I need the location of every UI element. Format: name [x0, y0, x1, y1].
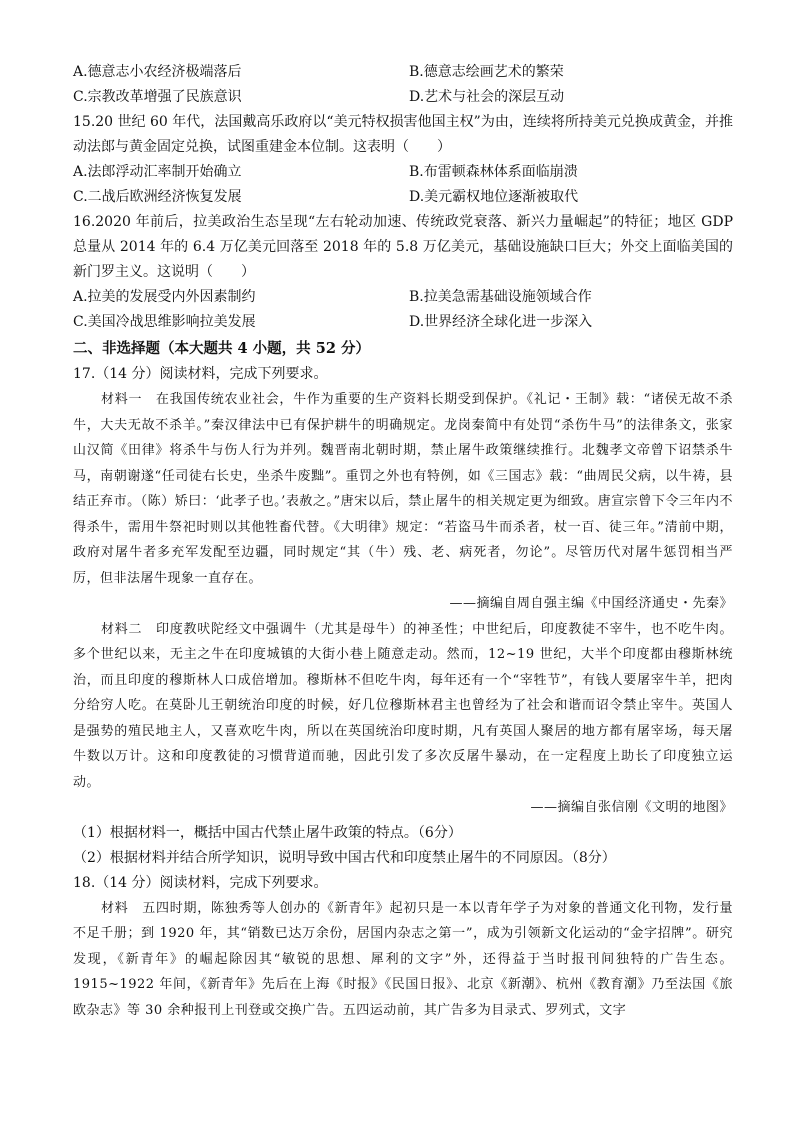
q15-option-c[interactable]: C.二战后欧洲经济恢复发展	[73, 189, 242, 205]
exam-page	[73, 60, 733, 1023]
q15-stem: 15.20 世纪 60 年代，法国戴高乐政府以“美元特权损害他国主权”为由，连续将所持美元兑换成黄金，并推动法郎与黄金固定兑换，试图重建金本位制。这表明（ ）	[73, 114, 733, 155]
q15-options-row-1	[73, 160, 733, 185]
q16-stem: 16.2020 年前后，拉美政治生态呈现“左右轮动加速、传统政党衰落、新兴力量崛起”的特征；地区 GDP 总量从 2014 年的 6.4 万亿美元回落至 2018 年的 5.8 万亿美元，基础设施缺口巨大；外交上面临美国的新门罗主义。这说明（ ）	[73, 214, 733, 280]
q16-option-a[interactable]: A.拉美的发展受内外因素制约	[73, 289, 256, 305]
q16-options-row-2	[73, 310, 733, 335]
q17-material-1: 材料一 在我国传统农业社会，牛作为重要的生产资料长期受到保护。《礼记・王制》载：“诸侯无故不杀牛，大夫无故不杀羊。”秦汉律法中已有保护耕牛的明确规定。龙岗秦简中有处罚“杀伤牛马”的法律条文，张家山汉简《田律》将杀牛与伤人行为并列。魏晋南北朝时期，禁止屠牛政策继续推行。北魏孝文帝曾下诏禁杀牛马，南朝谢遂“任司徒右长史，坐杀牛废黜”。重罚之外也有特例，如《三国志》载：“曲周民父病，以牛祷，县结正弃市。（陈）矫曰：‘此孝子也。’表赦之。”唐宋以后，禁止屠牛的相关规定更为细致。唐宣宗曾下令三年内不得杀牛，需用牛祭祀时则以其他牲畜代替。《大明律》规定：“若盗马牛而杀者，杖一百、徒三年。”清前中期，政府对屠牛者多充军发配至边疆，同时规定“其（牛）残、老、病死者，勿论”。尽管历代对屠牛惩罚相当严厉，但非法屠牛现象一直存在。	[73, 392, 733, 586]
q15-option-b[interactable]: B.布雷顿森林体系面临崩溃	[409, 164, 578, 180]
q17-subquestion-2: （2）根据材料并结合所学知识，说明导致中国古代和印度禁止屠牛的不同原因。（8分）	[73, 849, 616, 866]
q15-options-row-2	[73, 185, 733, 210]
q18-material: 材料 五四时期，陈独秀等人创办的《新青年》起初只是一本以青年学子为对象的普通文化刊物，发行量不足千册；到 1920 年，其“销数已达万余份，居国内杂志之第一”，成为引领新文化运动的“金字招牌”。研究发现，《新青年》的崛起除因其“敏锐的思想、犀利的文字”外，还得益于当时报刊间独特的广告生态。1915~1922 年间，《新青年》先后在上海《时报》《民国日报》、北京《新潮》、杭州《教育潮》乃至法国《旅欧杂志》等 30 余种报刊上刊登或交换广告。五四运动前，其广告多为目录式、罗列式，文字	[73, 900, 733, 1018]
q15-option-a[interactable]: A.法郎浮动汇率制开始确立	[73, 164, 242, 180]
q17-intro: 17.（14 分）阅读材料，完成下列要求。	[73, 366, 328, 382]
q14-option-b[interactable]: B.德意志绘画艺术的繁荣	[409, 64, 564, 80]
q17-source-2: ——摘编自张信刚《文明的地图》	[530, 800, 733, 815]
q14-option-c[interactable]: C.宗教改革增强了民族意识	[73, 89, 242, 105]
q14-options-row-1	[73, 60, 733, 85]
q14-option-a[interactable]: A.德意志小农经济极端落后	[73, 64, 242, 80]
section-heading: 二、非选择题（本大题共 4 小题，共 52 分）	[73, 340, 370, 357]
q16-option-c[interactable]: C.美国冷战思维影响拉美发展	[73, 314, 256, 330]
q17-subquestion-1: （1）根据材料一，概括中国古代禁止屠牛政策的特点。（6分）	[73, 824, 462, 841]
q18-intro: 18.（14 分）阅读材料，完成下列要求。	[73, 874, 328, 891]
q17-source-1: ——摘编自周自强主编《中国经济通史・先秦》	[449, 596, 733, 611]
q14-option-d[interactable]: D.艺术与社会的深层互动	[409, 89, 565, 105]
q16-option-d[interactable]: D.世界经济全球化进一步深入	[409, 314, 593, 330]
q14-options-row-2	[73, 85, 733, 110]
q16-options-row-1	[73, 285, 733, 310]
q15-option-d[interactable]: D.美元霸权地位逐渐被取代	[409, 189, 579, 205]
q16-option-b[interactable]: B.拉美急需基础设施领域合作	[409, 289, 592, 305]
q17-material-2: 材料二 印度教吠陀经文中强调牛（尤其是母牛）的神圣性；中世纪后，印度教徒不宰牛，也不吃牛肉。多个世纪以来，无主之牛在印度城镇的大街小巷上随意走动。然而，12~19 世纪，大半个印度都由穆斯林统治，而且印度的穆斯林人口成倍增加。穆斯林不但吃牛肉，每年还有一个“宰牲节”，有钱人要屠宰牛羊，把肉分给穷人吃。在莫卧儿王朝统治印度的时候，好几位穆斯林君主也曾经为了社会和谐而诏令禁止宰牛。英国人是强势的殖民地主人，又喜欢吃牛肉，所以在英国统治印度时期，凡有英国人聚居的地方都有屠宰场，每天屠牛数以万计。这和印度教徒的习惯背道而驰，因此引发了多次反屠牛暴动，在一定程度上助长了印度独立运动。	[73, 621, 733, 790]
